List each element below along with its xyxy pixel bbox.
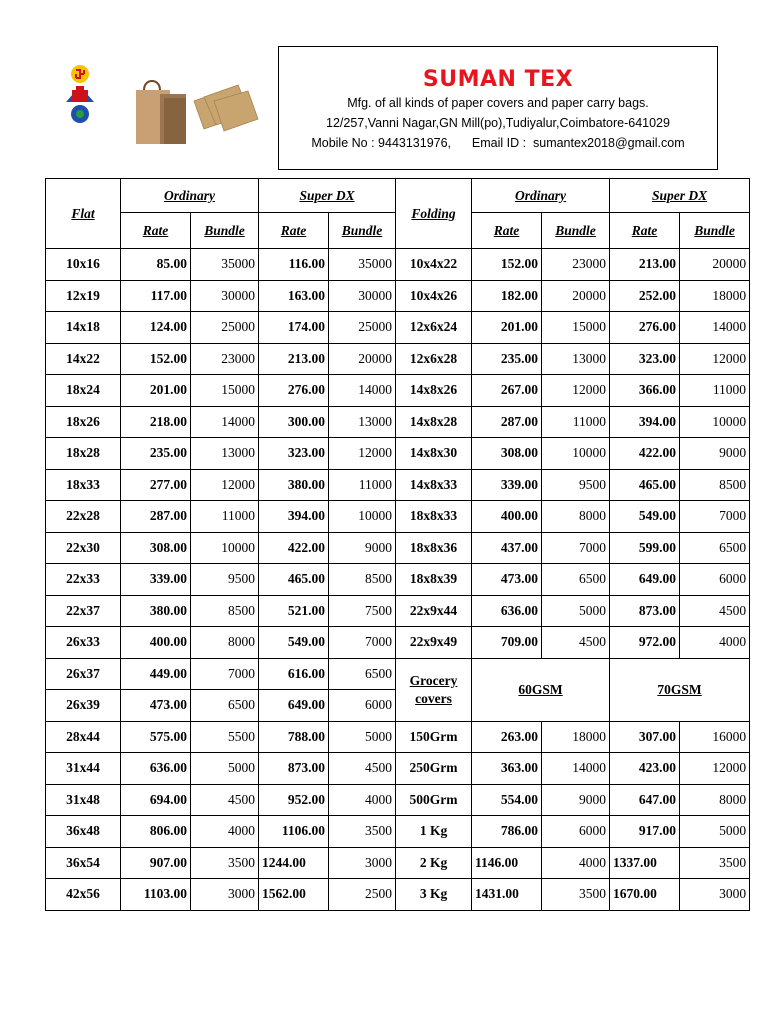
ordinary-bundle-cell: 8500 [191, 595, 259, 627]
flat-size-cell: 18x24 [46, 375, 121, 407]
folding-superdx-rate-cell: 252.00 [610, 280, 680, 312]
folding-size-cell: 2 Kg [396, 847, 472, 879]
rate-header: Rate [121, 213, 191, 249]
contact-info: Mobile No : 9443131976, Email ID : sumantex2018@gmail.com [311, 136, 685, 150]
folding-ordinary-rate-cell: 1431.00 [472, 879, 542, 911]
superdx-header: Super DX [259, 179, 396, 213]
folding-superdx-bundle-cell: 6000 [680, 564, 750, 596]
ordinary-bundle-cell: 9500 [191, 564, 259, 596]
folding-ordinary-rate-cell: 339.00 [472, 469, 542, 501]
folding-ordinary-rate-cell: 308.00 [472, 438, 542, 470]
folding-ordinary-rate-cell: 554.00 [472, 784, 542, 816]
folding-superdx-bundle-cell: 3500 [680, 847, 750, 879]
bundle-header: Bundle [329, 213, 396, 249]
folding-size-cell: 3 Kg [396, 879, 472, 911]
flat-size-cell: 18x33 [46, 469, 121, 501]
superdx-bundle-cell: 8500 [329, 564, 396, 596]
folding-ordinary-rate-cell: 786.00 [472, 816, 542, 848]
ordinary-bundle-cell: 4500 [191, 784, 259, 816]
folding-ordinary-bundle-cell: 15000 [542, 312, 610, 344]
folding-ordinary-bundle-cell: 6000 [542, 816, 610, 848]
grocery-label: Grocery [409, 672, 458, 688]
folding-ordinary-rate-cell: 267.00 [472, 375, 542, 407]
superdx-bundle-cell: 6500 [329, 658, 396, 690]
ordinary-rate-cell: 380.00 [121, 595, 191, 627]
folding-ordinary-bundle-cell: 8000 [542, 501, 610, 533]
flat-size-cell: 14x22 [46, 343, 121, 375]
folding-ordinary-rate-cell: 636.00 [472, 595, 542, 627]
folding-ordinary-bundle-cell: 3500 [542, 879, 610, 911]
folding-size-cell: 500Grm [396, 784, 472, 816]
ordinary-bundle-cell: 5000 [191, 753, 259, 785]
table-row [46, 280, 750, 312]
folding-ordinary-rate-cell: 1146.00 [472, 847, 542, 879]
ordinary-rate-cell: 277.00 [121, 469, 191, 501]
folding-size-cell: 150Grm [396, 721, 472, 753]
rate-header: Rate [259, 213, 329, 249]
table-row [46, 501, 750, 533]
flat-size-cell: 31x44 [46, 753, 121, 785]
folding-ordinary-bundle-cell: 18000 [542, 721, 610, 753]
folding-ordinary-bundle-cell: 4000 [542, 847, 610, 879]
ordinary-bundle-cell: 7000 [191, 658, 259, 690]
ordinary-bundle-cell: 4000 [191, 816, 259, 848]
ordinary-rate-cell: 907.00 [121, 847, 191, 879]
folding-superdx-rate-cell: 323.00 [610, 343, 680, 375]
superdx-rate-cell: 649.00 [259, 690, 329, 722]
folding-superdx-rate-cell: 1337.00 [610, 847, 680, 879]
price-table [45, 178, 750, 911]
folding-size-cell: 10x4x26 [396, 280, 472, 312]
superdx-rate-cell: 465.00 [259, 564, 329, 596]
folding-superdx-rate-cell: 972.00 [610, 627, 680, 659]
flat-size-cell: 14x18 [46, 312, 121, 344]
gsm60-header: 60GSM [472, 658, 610, 721]
ordinary-bundle-cell: 3000 [191, 879, 259, 911]
table-row [46, 564, 750, 596]
superdx-rate-cell: 422.00 [259, 532, 329, 564]
folding-size-cell: 12x6x24 [396, 312, 472, 344]
folding-superdx-header: Super DX [610, 179, 750, 213]
table-row [46, 658, 750, 690]
folding-size-cell: 18x8x39 [396, 564, 472, 596]
company-name: SUMAN TEX [422, 67, 574, 92]
table-row [46, 249, 750, 281]
company-header [278, 46, 718, 170]
superdx-rate-cell: 174.00 [259, 312, 329, 344]
folding-size-cell: 12x6x28 [396, 343, 472, 375]
superdx-rate-cell: 616.00 [259, 658, 329, 690]
flat-size-cell: 22x37 [46, 595, 121, 627]
ordinary-rate-cell: 85.00 [121, 249, 191, 281]
rate-header: Rate [472, 213, 542, 249]
superdx-rate-cell: 300.00 [259, 406, 329, 438]
folding-superdx-bundle-cell: 4500 [680, 595, 750, 627]
bundle-header: Bundle [680, 213, 750, 249]
table-row [46, 469, 750, 501]
folding-superdx-rate-cell: 213.00 [610, 249, 680, 281]
covers-label: covers [415, 690, 452, 706]
ordinary-rate-cell: 201.00 [121, 375, 191, 407]
folding-superdx-bundle-cell: 11000 [680, 375, 750, 407]
folding-ordinary-header: Ordinary [472, 179, 610, 213]
folding-ordinary-bundle-cell: 12000 [542, 375, 610, 407]
folding-size-cell: 22x9x44 [396, 595, 472, 627]
ordinary-bundle-cell: 23000 [191, 343, 259, 375]
folding-superdx-rate-cell: 307.00 [610, 721, 680, 753]
paper-bag-image [130, 76, 190, 146]
superdx-rate-cell: 549.00 [259, 627, 329, 659]
ordinary-rate-cell: 1103.00 [121, 879, 191, 911]
superdx-bundle-cell: 13000 [329, 406, 396, 438]
folding-ordinary-rate-cell: 263.00 [472, 721, 542, 753]
ordinary-bundle-cell: 10000 [191, 532, 259, 564]
flat-size-cell: 36x48 [46, 816, 121, 848]
ordinary-rate-cell: 124.00 [121, 312, 191, 344]
ordinary-bundle-cell: 3500 [191, 847, 259, 879]
folding-ordinary-bundle-cell: 11000 [542, 406, 610, 438]
paper-covers-image [190, 83, 260, 138]
bundle-header: Bundle [542, 213, 610, 249]
ordinary-bundle-cell: 15000 [191, 375, 259, 407]
superdx-rate-cell: 323.00 [259, 438, 329, 470]
table-row [46, 595, 750, 627]
superdx-bundle-cell: 12000 [329, 438, 396, 470]
folding-size-cell: 14x8x33 [396, 469, 472, 501]
superdx-bundle-cell: 14000 [329, 375, 396, 407]
folding-superdx-rate-cell: 1670.00 [610, 879, 680, 911]
folding-ordinary-bundle-cell: 20000 [542, 280, 610, 312]
folding-ordinary-rate-cell: 235.00 [472, 343, 542, 375]
table-row [46, 627, 750, 659]
gsm70-header: 70GSM [610, 658, 750, 721]
ordinary-bundle-cell: 13000 [191, 438, 259, 470]
flat-size-cell: 18x28 [46, 438, 121, 470]
folding-size-cell: 250Grm [396, 753, 472, 785]
folding-superdx-rate-cell: 465.00 [610, 469, 680, 501]
ordinary-rate-cell: 575.00 [121, 721, 191, 753]
ordinary-rate-cell: 287.00 [121, 501, 191, 533]
folding-ordinary-rate-cell: 287.00 [472, 406, 542, 438]
folding-superdx-bundle-cell: 6500 [680, 532, 750, 564]
ordinary-bundle-cell: 14000 [191, 406, 259, 438]
folding-superdx-rate-cell: 917.00 [610, 816, 680, 848]
flat-size-cell: 31x48 [46, 784, 121, 816]
table-row [46, 406, 750, 438]
ordinary-bundle-cell: 5500 [191, 721, 259, 753]
folding-superdx-bundle-cell: 20000 [680, 249, 750, 281]
flat-size-cell: 12x19 [46, 280, 121, 312]
folding-size-cell: 18x8x36 [396, 532, 472, 564]
table-row [46, 312, 750, 344]
folding-ordinary-rate-cell: 473.00 [472, 564, 542, 596]
flat-header: Flat [46, 179, 121, 249]
folding-superdx-rate-cell: 599.00 [610, 532, 680, 564]
folding-superdx-bundle-cell: 10000 [680, 406, 750, 438]
folding-ordinary-rate-cell: 201.00 [472, 312, 542, 344]
ordinary-rate-cell: 694.00 [121, 784, 191, 816]
folding-superdx-rate-cell: 423.00 [610, 753, 680, 785]
grocery-covers-header [396, 658, 472, 721]
table-row [46, 532, 750, 564]
folding-ordinary-bundle-cell: 10000 [542, 438, 610, 470]
folding-size-cell: 1 Kg [396, 816, 472, 848]
superdx-bundle-cell: 25000 [329, 312, 396, 344]
ordinary-rate-cell: 218.00 [121, 406, 191, 438]
table-row [46, 721, 750, 753]
flat-size-cell: 22x28 [46, 501, 121, 533]
folding-header: Folding [396, 179, 472, 249]
folding-superdx-rate-cell: 873.00 [610, 595, 680, 627]
table-row [46, 343, 750, 375]
folding-superdx-rate-cell: 649.00 [610, 564, 680, 596]
address: 12/257,Vanni Nagar,GN Mill(po),Tudiyalur,Coimbatore-641029 [326, 116, 670, 130]
company-emblem-logo [62, 62, 98, 126]
table-row [46, 753, 750, 785]
superdx-bundle-cell: 4500 [329, 753, 396, 785]
superdx-rate-cell: 1106.00 [259, 816, 329, 848]
ordinary-rate-cell: 636.00 [121, 753, 191, 785]
folding-ordinary-rate-cell: 437.00 [472, 532, 542, 564]
folding-superdx-rate-cell: 276.00 [610, 312, 680, 344]
folding-superdx-bundle-cell: 4000 [680, 627, 750, 659]
superdx-bundle-cell: 20000 [329, 343, 396, 375]
superdx-bundle-cell: 3500 [329, 816, 396, 848]
superdx-rate-cell: 521.00 [259, 595, 329, 627]
folding-ordinary-bundle-cell: 14000 [542, 753, 610, 785]
folding-superdx-bundle-cell: 18000 [680, 280, 750, 312]
superdx-bundle-cell: 35000 [329, 249, 396, 281]
superdx-bundle-cell: 5000 [329, 721, 396, 753]
superdx-bundle-cell: 30000 [329, 280, 396, 312]
folding-superdx-bundle-cell: 8500 [680, 469, 750, 501]
ordinary-rate-cell: 449.00 [121, 658, 191, 690]
ordinary-rate-cell: 473.00 [121, 690, 191, 722]
superdx-bundle-cell: 2500 [329, 879, 396, 911]
superdx-rate-cell: 276.00 [259, 375, 329, 407]
logo-area [58, 58, 263, 148]
folding-superdx-bundle-cell: 12000 [680, 753, 750, 785]
folding-ordinary-bundle-cell: 9000 [542, 784, 610, 816]
flat-size-cell: 26x39 [46, 690, 121, 722]
ordinary-rate-cell: 117.00 [121, 280, 191, 312]
superdx-bundle-cell: 7500 [329, 595, 396, 627]
ordinary-bundle-cell: 30000 [191, 280, 259, 312]
folding-superdx-bundle-cell: 12000 [680, 343, 750, 375]
superdx-rate-cell: 873.00 [259, 753, 329, 785]
bundle-header: Bundle [191, 213, 259, 249]
folding-size-cell: 22x9x49 [396, 627, 472, 659]
folding-size-cell: 18x8x33 [396, 501, 472, 533]
folding-superdx-bundle-cell: 5000 [680, 816, 750, 848]
table-row [46, 816, 750, 848]
folding-ordinary-bundle-cell: 7000 [542, 532, 610, 564]
folding-size-cell: 14x8x26 [396, 375, 472, 407]
superdx-rate-cell: 394.00 [259, 501, 329, 533]
superdx-rate-cell: 380.00 [259, 469, 329, 501]
ordinary-bundle-cell: 25000 [191, 312, 259, 344]
flat-size-cell: 36x54 [46, 847, 121, 879]
folding-superdx-bundle-cell: 7000 [680, 501, 750, 533]
folding-ordinary-bundle-cell: 6500 [542, 564, 610, 596]
folding-ordinary-bundle-cell: 23000 [542, 249, 610, 281]
ordinary-bundle-cell: 35000 [191, 249, 259, 281]
ordinary-rate-cell: 308.00 [121, 532, 191, 564]
table-row [46, 879, 750, 911]
folding-ordinary-rate-cell: 709.00 [472, 627, 542, 659]
folding-size-cell: 14x8x30 [396, 438, 472, 470]
ordinary-rate-cell: 400.00 [121, 627, 191, 659]
ordinary-rate-cell: 339.00 [121, 564, 191, 596]
tagline: Mfg. of all kinds of paper covers and paper carry bags. [347, 96, 649, 110]
ordinary-rate-cell: 235.00 [121, 438, 191, 470]
superdx-rate-cell: 1244.00 [259, 847, 329, 879]
folding-superdx-rate-cell: 366.00 [610, 375, 680, 407]
superdx-bundle-cell: 10000 [329, 501, 396, 533]
table-row [46, 375, 750, 407]
superdx-bundle-cell: 3000 [329, 847, 396, 879]
folding-superdx-bundle-cell: 14000 [680, 312, 750, 344]
folding-superdx-bundle-cell: 9000 [680, 438, 750, 470]
superdx-bundle-cell: 9000 [329, 532, 396, 564]
table-row [46, 438, 750, 470]
flat-size-cell: 22x30 [46, 532, 121, 564]
folding-ordinary-rate-cell: 400.00 [472, 501, 542, 533]
superdx-rate-cell: 952.00 [259, 784, 329, 816]
folding-ordinary-bundle-cell: 4500 [542, 627, 610, 659]
superdx-rate-cell: 116.00 [259, 249, 329, 281]
folding-size-cell: 10x4x22 [396, 249, 472, 281]
folding-ordinary-bundle-cell: 9500 [542, 469, 610, 501]
folding-ordinary-rate-cell: 182.00 [472, 280, 542, 312]
folding-superdx-bundle-cell: 8000 [680, 784, 750, 816]
superdx-bundle-cell: 11000 [329, 469, 396, 501]
folding-superdx-rate-cell: 394.00 [610, 406, 680, 438]
folding-ordinary-rate-cell: 152.00 [472, 249, 542, 281]
table-row [46, 847, 750, 879]
folding-ordinary-rate-cell: 363.00 [472, 753, 542, 785]
ordinary-bundle-cell: 11000 [191, 501, 259, 533]
ordinary-rate-cell: 806.00 [121, 816, 191, 848]
ordinary-header: Ordinary [121, 179, 259, 213]
table-row [46, 784, 750, 816]
folding-ordinary-bundle-cell: 5000 [542, 595, 610, 627]
folding-superdx-bundle-cell: 3000 [680, 879, 750, 911]
flat-size-cell: 26x33 [46, 627, 121, 659]
superdx-rate-cell: 1562.00 [259, 879, 329, 911]
folding-superdx-rate-cell: 549.00 [610, 501, 680, 533]
ordinary-bundle-cell: 12000 [191, 469, 259, 501]
superdx-bundle-cell: 7000 [329, 627, 396, 659]
superdx-rate-cell: 213.00 [259, 343, 329, 375]
folding-size-cell: 14x8x28 [396, 406, 472, 438]
ordinary-bundle-cell: 6500 [191, 690, 259, 722]
superdx-bundle-cell: 6000 [329, 690, 396, 722]
ordinary-bundle-cell: 8000 [191, 627, 259, 659]
flat-size-cell: 42x56 [46, 879, 121, 911]
folding-ordinary-bundle-cell: 13000 [542, 343, 610, 375]
flat-size-cell: 28x44 [46, 721, 121, 753]
folding-superdx-rate-cell: 422.00 [610, 438, 680, 470]
flat-size-cell: 18x26 [46, 406, 121, 438]
superdx-rate-cell: 163.00 [259, 280, 329, 312]
superdx-rate-cell: 788.00 [259, 721, 329, 753]
flat-size-cell: 10x16 [46, 249, 121, 281]
folding-superdx-bundle-cell: 16000 [680, 721, 750, 753]
folding-superdx-rate-cell: 647.00 [610, 784, 680, 816]
flat-size-cell: 26x37 [46, 658, 121, 690]
rate-header: Rate [610, 213, 680, 249]
ordinary-rate-cell: 152.00 [121, 343, 191, 375]
superdx-bundle-cell: 4000 [329, 784, 396, 816]
flat-size-cell: 22x33 [46, 564, 121, 596]
